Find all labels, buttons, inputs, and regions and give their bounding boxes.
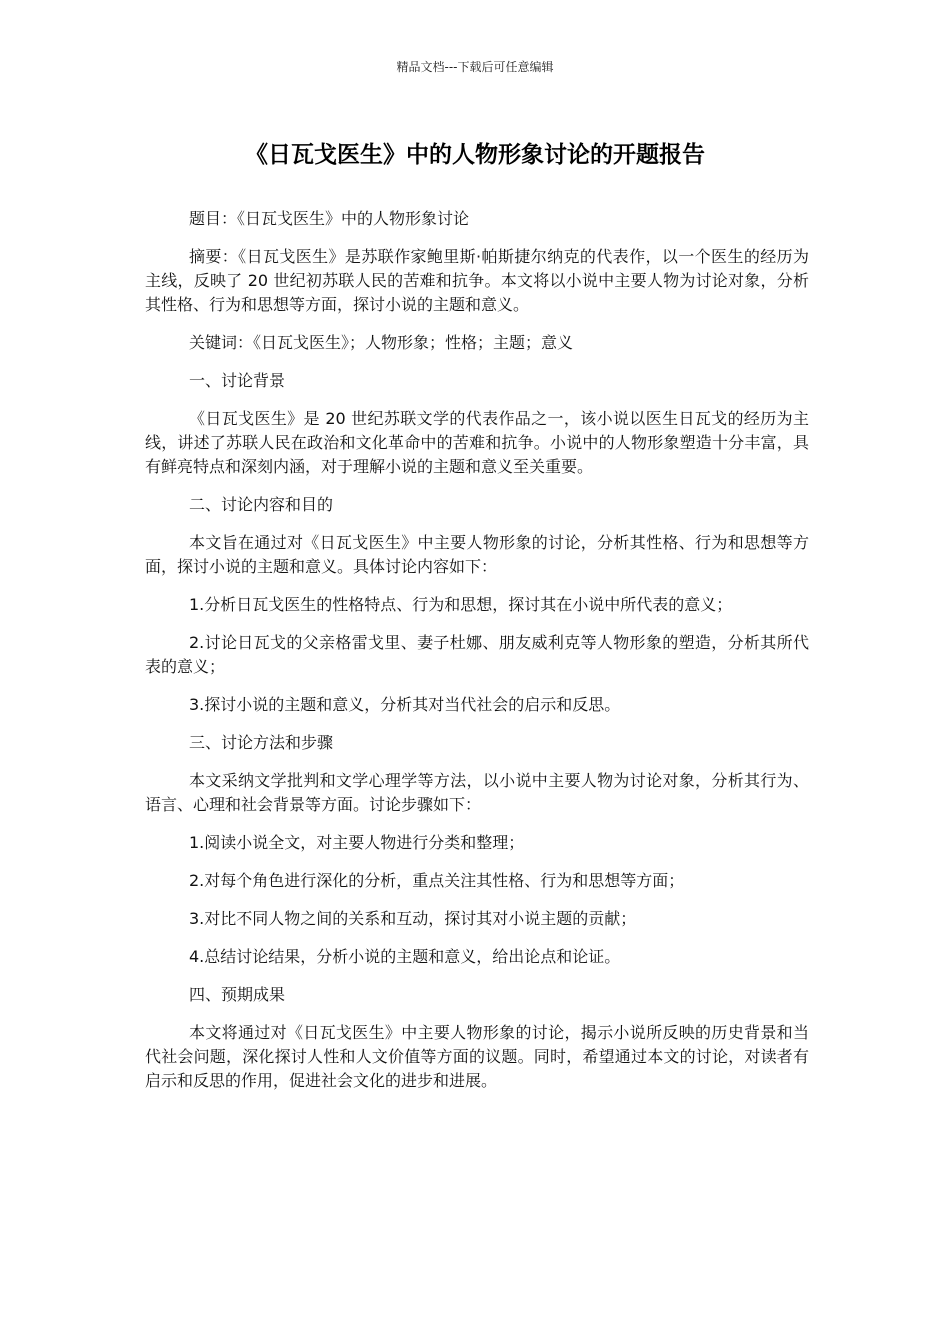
step-item-3: 3.对比不同人物之间的关系和互动，探讨其对小说主题的贡献； — [189, 909, 637, 928]
methods-paragraph: 本文采纳文学批判和文学心理学等方法，以小说中主要人物为讨论对象，分析其行为、语言、心理和社会背景等方面。讨论步骤如下： — [145, 771, 809, 814]
topic-line: 题目：《日瓦戈医生》中的人物形象讨论 — [189, 209, 470, 228]
step-item-4: 4.总结讨论结果，分析小说的主题和意义，给出论点和论证。 — [189, 947, 621, 966]
document-body — [145, 207, 809, 1107]
header-note: 精品文档---下载后可任意编辑 — [396, 60, 554, 74]
content-item-2: 2.讨论日瓦戈的父亲格雷戈里、妻子杜娜、朋友威利克等人物形象的塑造，分析其所代表的意义； — [145, 633, 809, 676]
content-item-3: 3.探讨小说的主题和意义，分析其对当代社会的启示和反思。 — [189, 695, 621, 714]
content-purpose-paragraph: 本文旨在通过对《日瓦戈医生》中主要人物形象的讨论，分析其性格、行为和思想等方面，探讨小说的主题和意义。具体讨论内容如下： — [145, 533, 809, 576]
section-heading-methods: 三、讨论方法和步骤 — [189, 733, 334, 752]
expected-results-paragraph: 本文将通过对《日瓦戈医生》中主要人物形象的讨论，揭示小说所反映的历史背景和当代社会问题，深化探讨人性和人文价值等方面的议题。同时，希望通过本文的讨论，对读者有启示和反思的作用，促进社会文化的进步和进展。 — [145, 1023, 809, 1090]
content-item-1: 1.分析日瓦戈医生的性格特点、行为和思想，探讨其在小说中所代表的意义； — [189, 595, 733, 614]
abstract-paragraph: 摘要：《日瓦戈医生》是苏联作家鲍里斯·帕斯捷尔纳克的代表作，以一个医生的经历为主线，反映了 20 世纪初苏联人民的苦难和抗争。本文将以小说中主要人物为讨论对象，分析其性格、行为和思想等方面，探讨小说的主题和意义。 — [145, 247, 809, 314]
document-title: 《日瓦戈医生》中的人物形象讨论的开题报告 — [245, 142, 705, 168]
step-item-2: 2.对每个角色进行深化的分析，重点关注其性格、行为和思想等方面； — [189, 871, 685, 890]
section-heading-expected-results: 四、预期成果 — [189, 985, 286, 1004]
step-item-1: 1.阅读小说全文，对主要人物进行分类和整理； — [189, 833, 525, 852]
section-heading-content-purpose: 二、讨论内容和目的 — [189, 495, 334, 514]
section-heading-background: 一、讨论背景 — [189, 371, 286, 390]
background-paragraph: 《日瓦戈医生》是 20 世纪苏联文学的代表作品之一，该小说以医生日瓦戈的经历为主线，讲述了苏联人民在政治和文化革命中的苦难和抗争。小说中的人物形象塑造十分丰富，具有鲜亮特点和深刻内涵，对于理解小说的主题和意义至关重要。 — [145, 409, 809, 476]
keywords-line: 关键词：《日瓦戈医生》；人物形象；性格；主题；意义 — [189, 333, 574, 352]
